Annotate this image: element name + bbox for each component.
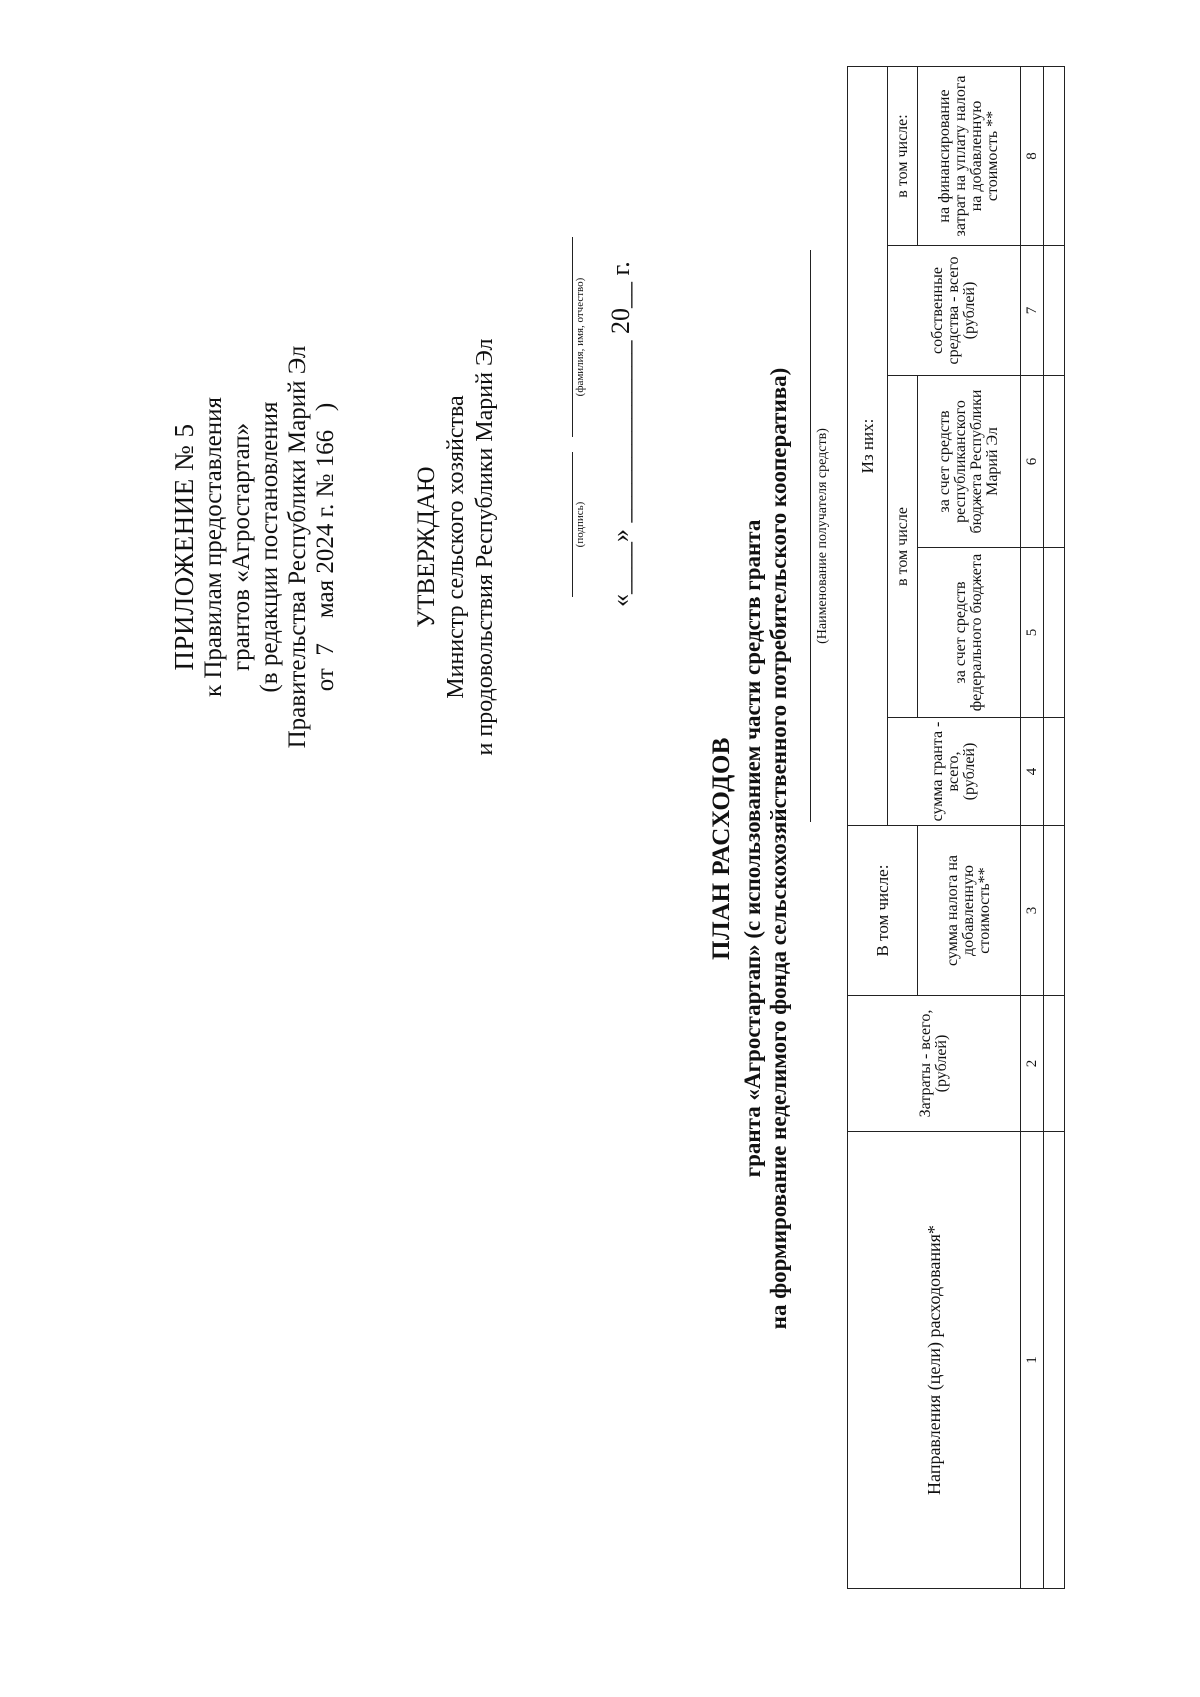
header-including: в том числе bbox=[888, 376, 918, 718]
approval-block bbox=[412, 247, 500, 847]
name-caption: (фамилия, имя, отчество) bbox=[574, 277, 586, 397]
header-own-total: собственные средства - всего (рублей) bbox=[888, 246, 1021, 376]
header-vat-amount: сумма налога на добавленную стоимость** bbox=[918, 826, 1021, 996]
approval-date: «____» ______________ 20__ г. bbox=[606, 261, 635, 607]
table-cell bbox=[1044, 718, 1065, 826]
table-row bbox=[1044, 66, 1065, 1588]
header-costs-total: Затраты - всего, (рублей) bbox=[848, 996, 1021, 1132]
column-number: 3 bbox=[1021, 826, 1044, 996]
appendix-line: (в редакции постановления bbox=[255, 401, 283, 693]
signature-caption: (подпись) bbox=[574, 501, 586, 548]
approval-line: и продовольствия Республики Марий Эл bbox=[471, 338, 498, 756]
appendix-line: от 7 мая 2024 г. № 166 ) bbox=[311, 402, 339, 692]
document-subtitle bbox=[740, 0, 793, 1697]
recipient-caption: (Наименование получателя средств) bbox=[815, 428, 830, 644]
column-number: 7 bbox=[1021, 246, 1044, 376]
header-grant-total: сумма гранта - всего, (рублей) bbox=[888, 718, 1021, 826]
header-direction: Направления (цели) расходования* bbox=[848, 1132, 1021, 1589]
appendix-block bbox=[170, 247, 340, 847]
table-cell bbox=[1044, 246, 1065, 376]
column-number: 5 bbox=[1021, 548, 1044, 718]
header-including: в том числе: bbox=[888, 66, 918, 245]
table-cell bbox=[1044, 996, 1065, 1132]
appendix-title: ПРИЛОЖЕНИЕ № 5 bbox=[169, 423, 199, 671]
header-including: В том числе: bbox=[848, 826, 918, 996]
signature-line bbox=[572, 452, 573, 597]
header-vat-financing: на финансирование затрат на уплату налога на добавленную стоимость ** bbox=[918, 66, 1021, 245]
column-number: 4 bbox=[1021, 718, 1044, 826]
recipient-line bbox=[810, 250, 811, 822]
table-cell bbox=[1044, 376, 1065, 548]
expense-plan-table bbox=[847, 66, 1065, 1589]
table-cell bbox=[1044, 1132, 1065, 1589]
column-number: 1 bbox=[1021, 1132, 1044, 1589]
header-republic: за счет средств республиканского бюджета Республики Марий Эл bbox=[918, 376, 1021, 548]
table-cell bbox=[1044, 826, 1065, 996]
approval-line: Министр сельского хозяйства bbox=[443, 395, 469, 699]
column-number-row bbox=[1021, 66, 1044, 1588]
name-line bbox=[572, 237, 573, 437]
appendix-line: Правительства Республики Марий Эл bbox=[283, 345, 311, 749]
column-number: 8 bbox=[1021, 66, 1044, 245]
header-federal: за счет средств федерального бюджета bbox=[918, 548, 1021, 718]
appendix-line: грантов «Агростартап» bbox=[227, 422, 255, 672]
table-cell bbox=[1044, 66, 1065, 245]
column-number: 6 bbox=[1021, 376, 1044, 548]
subtitle-line: гранта «Агростартап» (с использованием части средств гранта bbox=[740, 519, 765, 1178]
subtitle-line: на формирование неделимого фонда сельскохозяйственного потребительского кооператива) bbox=[766, 367, 792, 1330]
appendix-line: к Правилам предоставления bbox=[199, 396, 227, 698]
document-title: ПЛАН РАСХОДОВ bbox=[708, 737, 735, 960]
column-number: 2 bbox=[1021, 996, 1044, 1132]
table-cell bbox=[1044, 548, 1065, 718]
header-of-them: Из них: bbox=[848, 66, 888, 825]
approval-heading: УТВЕРЖДАЮ bbox=[413, 466, 440, 628]
